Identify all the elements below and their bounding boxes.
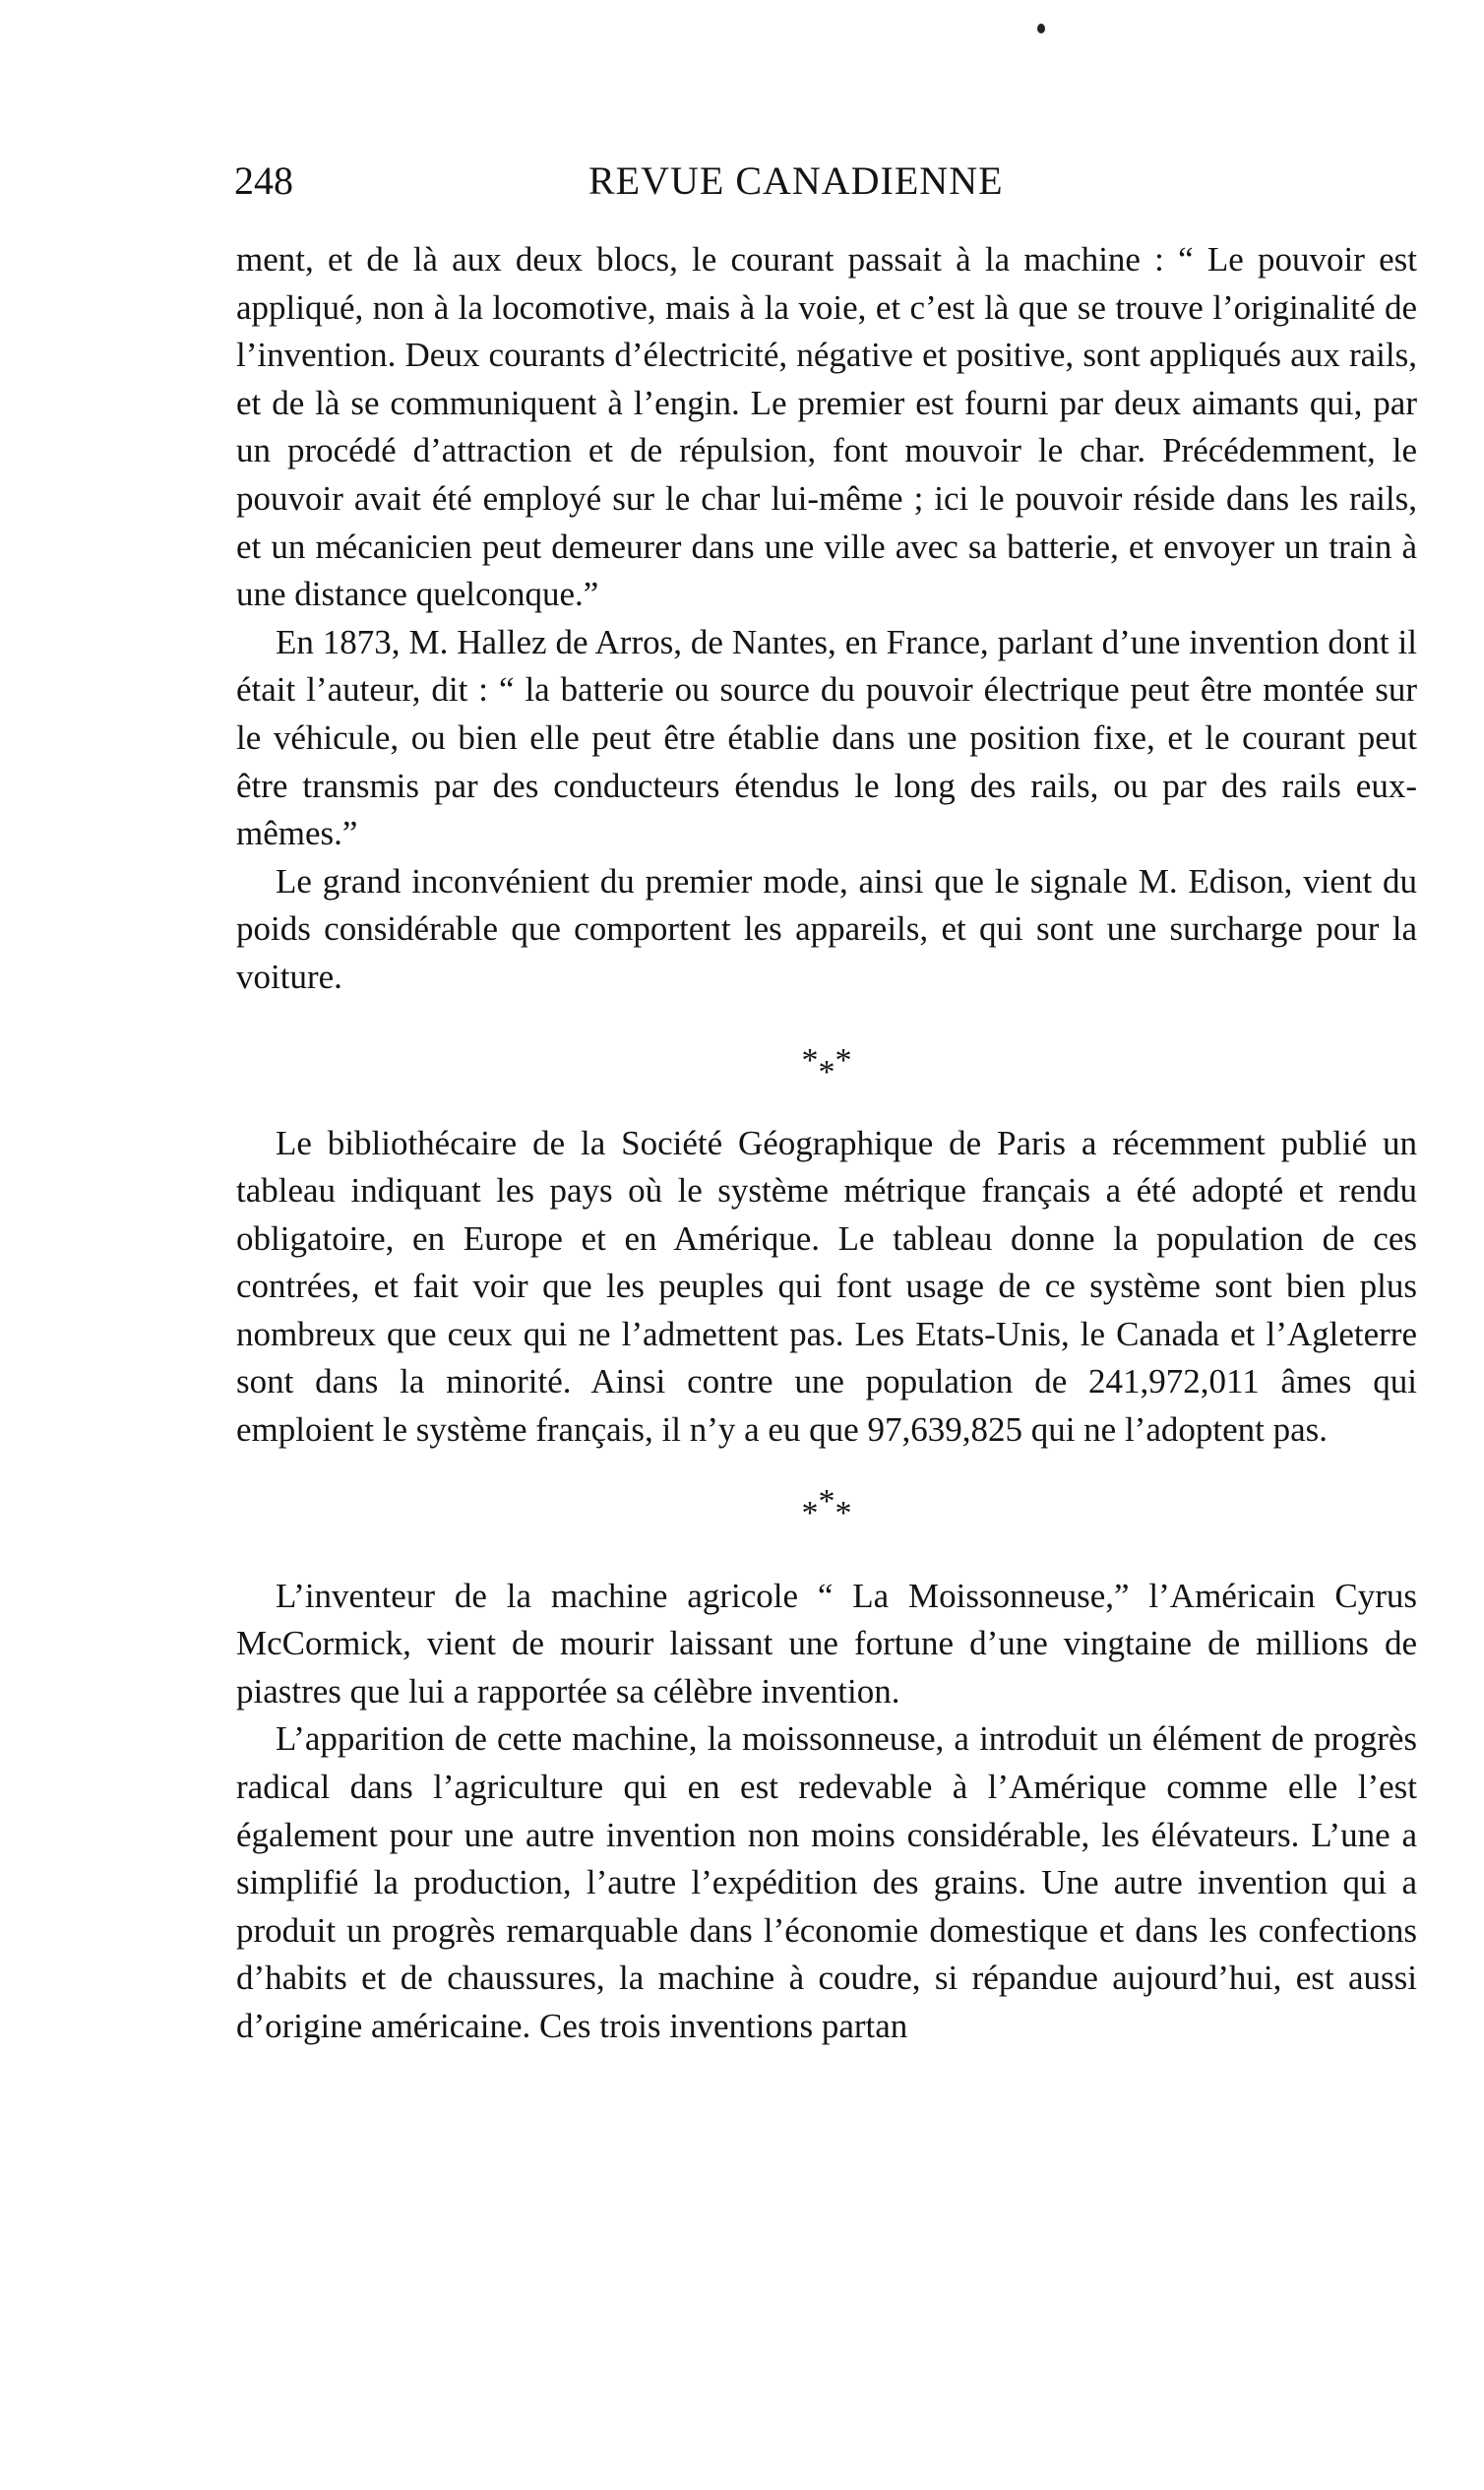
body-text: [236, 236, 1417, 2051]
asterism-star: *: [818, 1053, 835, 1090]
paragraph: En 1873, M. Hallez de Arros, de Nantes, en France, parlant d’une invention dont il était l’auteur, dit : “ la batterie ou source du pouvoir électrique peut être montée sur le véhicule, ou bien elle peut être établie dans une position fixe, et le courant peut être transmis par des conducteurs étendus le long des rails, ou par des rails eux-mêmes.”: [236, 622, 1417, 853]
asterism-star: *: [801, 1494, 819, 1531]
asterism-star: *: [818, 1482, 835, 1520]
asterism-star: *: [835, 1494, 852, 1531]
paragraph: Le grand inconvénient du premier mode, ainsi que le signale M. Edison, vient du poids considérable que comportent les appareils, et qui sont une surcharge pour la voiture.: [236, 861, 1417, 996]
running-title: REVUE CANADIENNE: [588, 158, 1004, 203]
paragraph: ment, et de là aux deux blocs, le courant passait à la machine : “ Le pouvoir est appliqué, non à la locomotive, mais à la voie, et c’est là que se trouve l’originalité de l’invention. Deux courants d’électricité, négative et positive, sont appliqués aux rails, et de là se communiquent à l’engin. Le premier est fourni par deux aimants qui, par un procédé d’attraction et de répulsion, font mouvoir le char. Précédemment, le pouvoir avait été employé sur le char lui-même ; ici le pouvoir réside dans les rails, et un mécanicien peut demeurer dans une ville avec sa batterie, et envoyer un train à une distance quelconque.”: [236, 240, 1417, 614]
paragraph: L’inventeur de la machine agricole “ La Moissonneuse,” l’Américain Cyrus McCormick, vient de mourir laissant une fortune d’une vingtaine de millions de piastres que lui a rapportée sa célèbre invention.: [236, 1576, 1417, 1711]
section-asterism: [236, 1002, 1417, 1120]
asterism-star: *: [835, 1041, 852, 1079]
page-number: 248: [234, 158, 293, 203]
paragraph: L’apparition de cette machine, la moissonneuse, a introduit un élément de progrès radical dans l’agriculture qui en est redevable à l’Amérique comme elle l’est également pour une autre invention non moins considérable, les élévateurs. L’une a simplifié la production, l’autre l’expédition des grains. Une autre invention qui a produit un progrès remarquable dans l’économie domestique et dans les confections d’habits et de chaussures, la machine à coudre, si répandue aujourd’hui, est aussi d’origine américaine. Ces trois inventions partan: [236, 1719, 1417, 2045]
asterism-star: *: [801, 1041, 819, 1079]
section-asterism: [236, 1455, 1417, 1573]
ink-spot: [1037, 24, 1045, 33]
page-header: [234, 156, 1061, 207]
paragraph: Le bibliothécaire de la Société Géographique de Paris a récemment publié un tableau indiquant les pays où le système métrique français a été adopté et rendu obligatoire, en Europe et en Amérique. Le tableau donne la population de ces contrées, et fait voir que les peuples qui font usage de ce système sont bien plus nombreux que ceux qui ne l’admettent pas. Les Etats-Unis, le Canada et l’Agleterre sont dans la minorité. Ainsi contre une population de 241,972,011 âmes qui emploient le système français, il n’y a eu que 97,639,825 qui ne l’adoptent pas.: [236, 1123, 1417, 1450]
